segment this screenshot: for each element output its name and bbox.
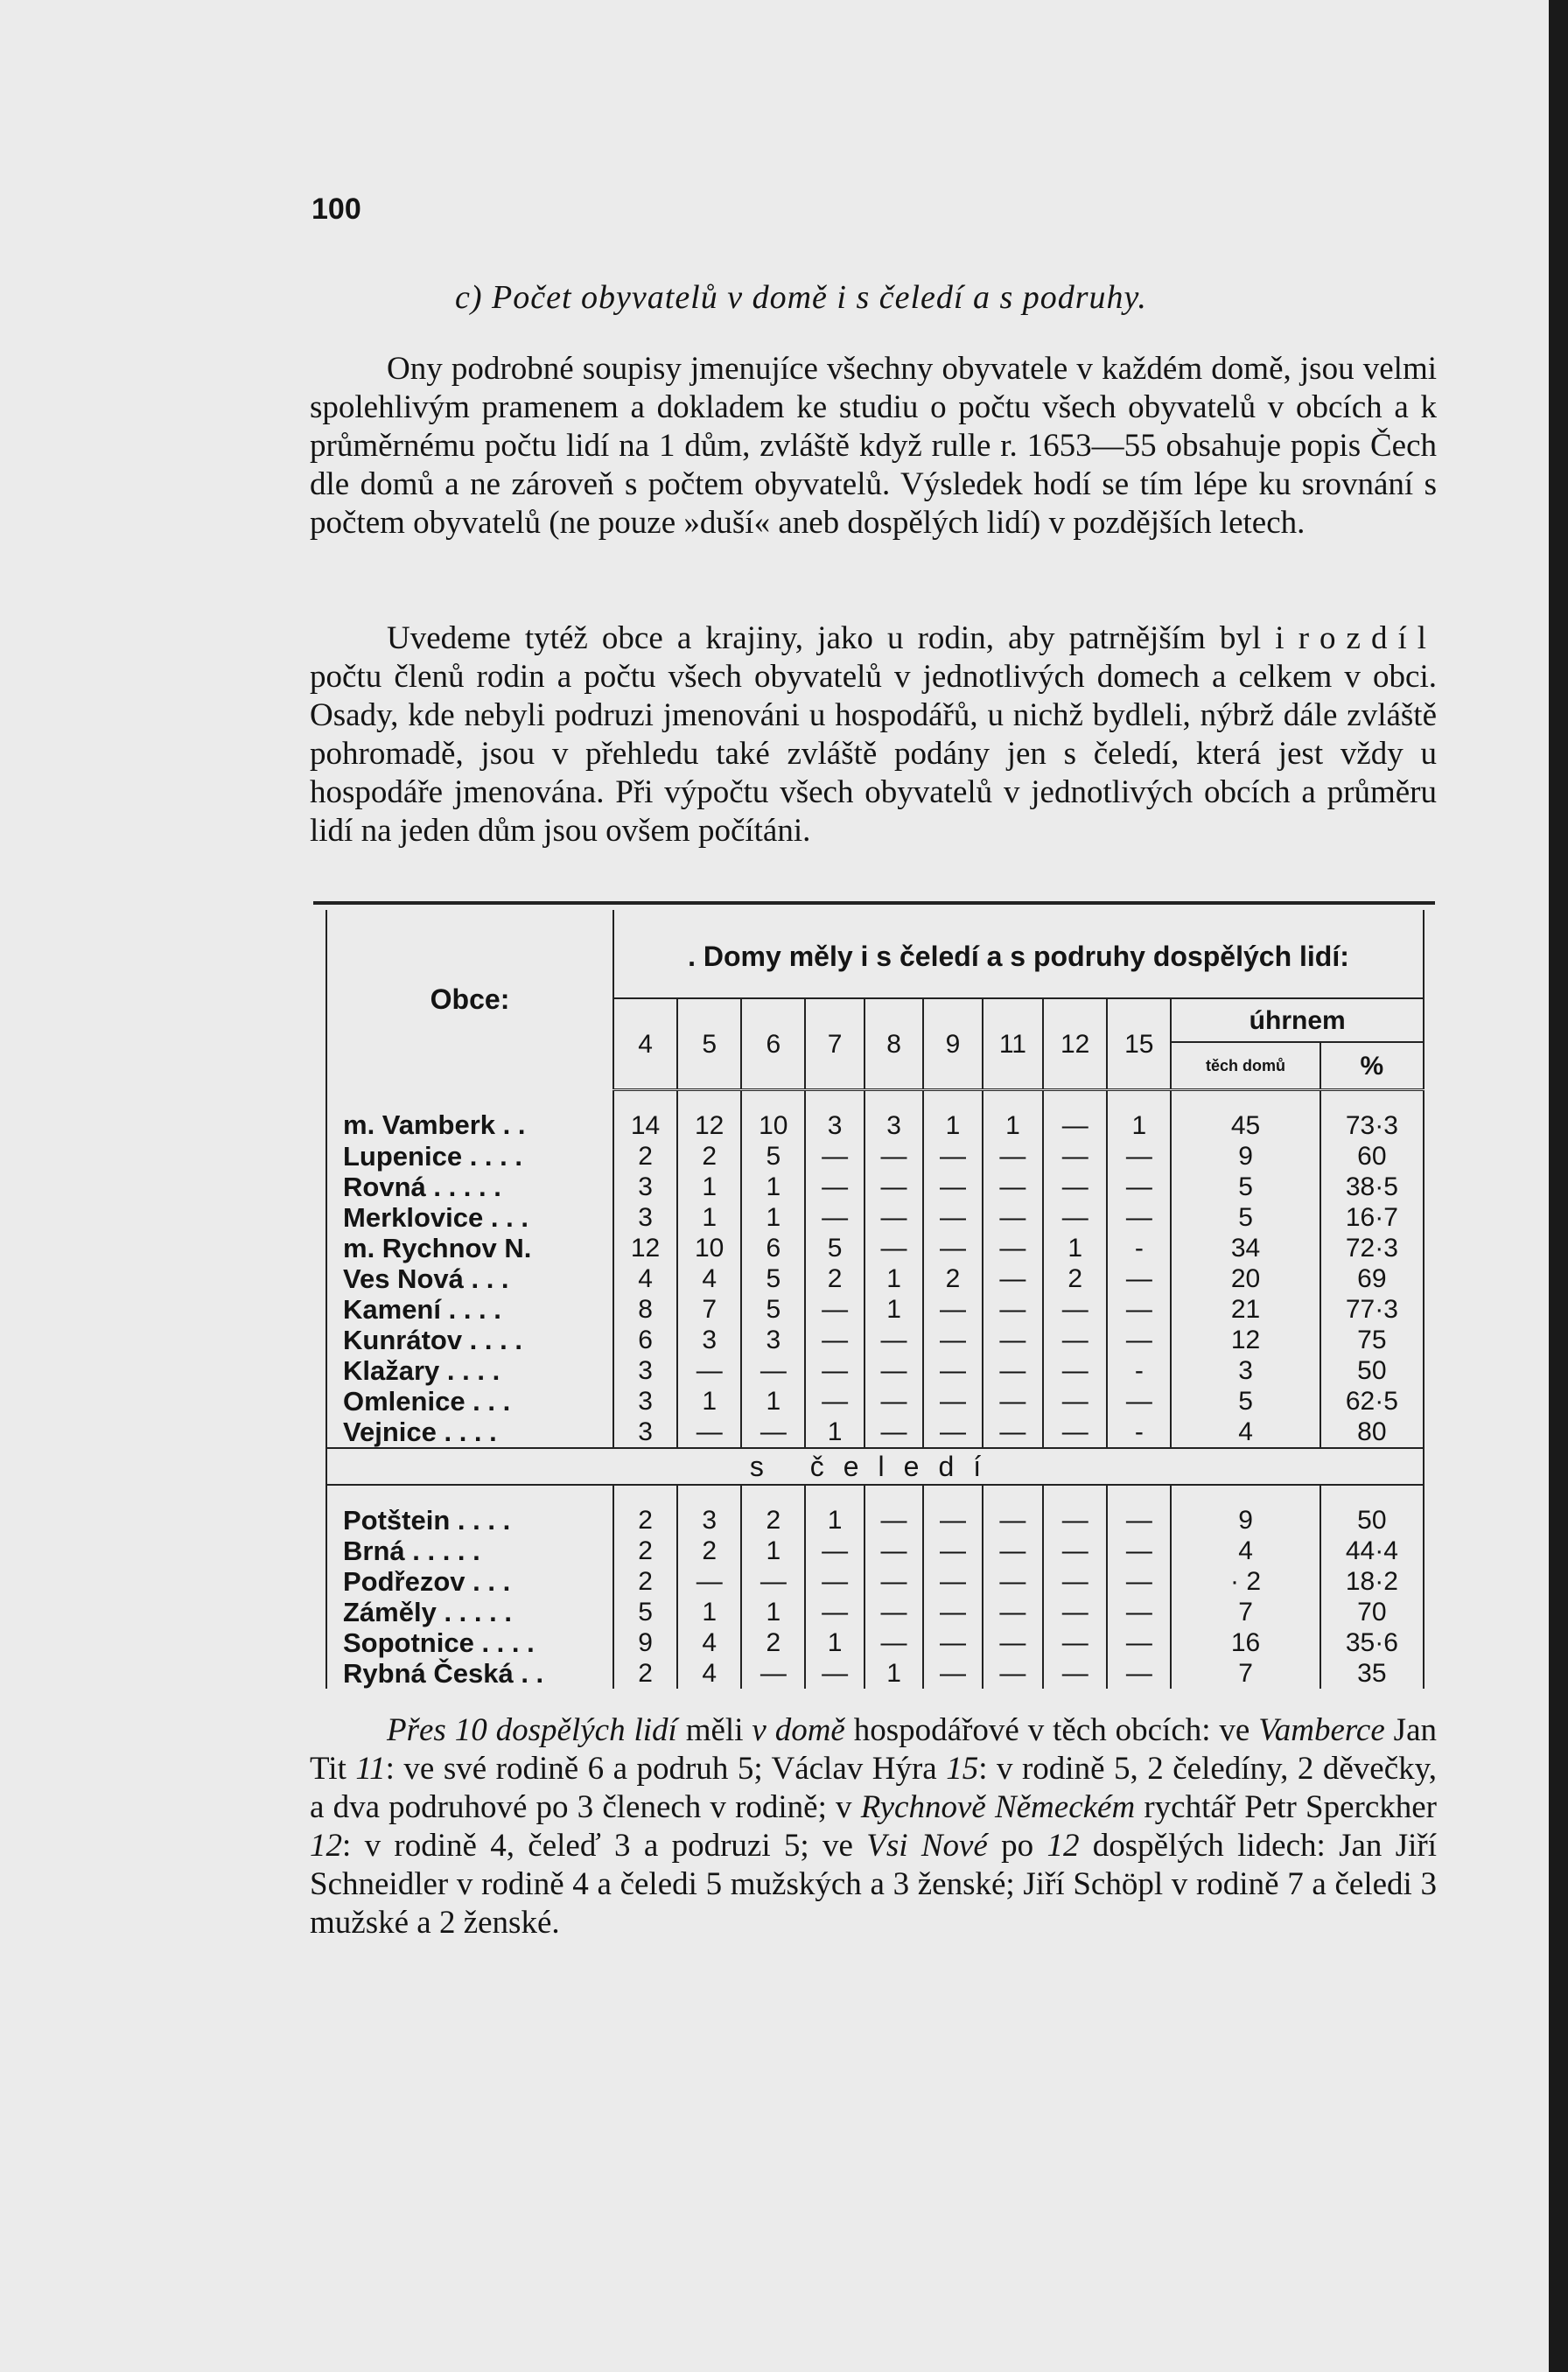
cell-count: — bbox=[805, 1325, 864, 1355]
cell-count: 2 bbox=[1043, 1263, 1107, 1294]
cell-domu: · 2 bbox=[1171, 1566, 1320, 1597]
cell-count: 3 bbox=[613, 1417, 677, 1448]
cell-count: — bbox=[864, 1485, 923, 1536]
cell-count: — bbox=[983, 1597, 1043, 1627]
obec-name: Rovná . . . . . bbox=[326, 1172, 613, 1202]
cell-count: 2 bbox=[613, 1536, 677, 1566]
cell-percent: 75 bbox=[1320, 1325, 1424, 1355]
cell-count: 12 bbox=[677, 1090, 741, 1142]
cell-count: — bbox=[923, 1658, 982, 1689]
cell-count: 1 bbox=[805, 1485, 864, 1536]
cell-count: 1 bbox=[741, 1597, 805, 1627]
table-row bbox=[326, 1658, 1424, 1689]
obec-name: Kamení . . . . bbox=[326, 1294, 613, 1325]
cell-count: 2 bbox=[741, 1485, 805, 1536]
table-row bbox=[326, 1536, 1424, 1566]
cell-count: — bbox=[983, 1355, 1043, 1386]
cell-count: 1 bbox=[983, 1090, 1043, 1142]
cell-count: — bbox=[805, 1566, 864, 1597]
section-label-s-celedi: s čeledí bbox=[326, 1448, 1424, 1485]
cell-count: — bbox=[1043, 1141, 1107, 1172]
census-table-body bbox=[326, 1090, 1424, 1690]
cell-domu: 9 bbox=[1171, 1485, 1320, 1536]
cell-count: — bbox=[983, 1233, 1043, 1263]
cell-count: — bbox=[864, 1325, 923, 1355]
cell-count: - bbox=[1107, 1417, 1171, 1448]
obec-name: Sopotnice . . . . bbox=[326, 1627, 613, 1658]
cell-count: — bbox=[864, 1233, 923, 1263]
italic-run: 11 bbox=[355, 1751, 386, 1787]
cell-count: — bbox=[1043, 1485, 1107, 1536]
cell-percent: 70 bbox=[1320, 1597, 1424, 1627]
obec-name: Podřezov . . . bbox=[326, 1566, 613, 1597]
table-row bbox=[326, 1202, 1424, 1233]
obec-name: Klažary . . . . bbox=[326, 1355, 613, 1386]
cell-count: — bbox=[983, 1263, 1043, 1294]
cell-count: 2 bbox=[923, 1263, 982, 1294]
cell-domu: 5 bbox=[1171, 1202, 1320, 1233]
cell-count: 1 bbox=[741, 1536, 805, 1566]
cell-domu: 20 bbox=[1171, 1263, 1320, 1294]
cell-count: — bbox=[805, 1386, 864, 1417]
cell-count: — bbox=[1107, 1597, 1171, 1627]
cell-count: 1 bbox=[805, 1417, 864, 1448]
cell-count: — bbox=[1107, 1172, 1171, 1202]
table-row bbox=[326, 1141, 1424, 1172]
table-row bbox=[326, 1172, 1424, 1202]
cell-count: 4 bbox=[677, 1263, 741, 1294]
cell-count: 2 bbox=[613, 1658, 677, 1689]
cell-count: — bbox=[983, 1294, 1043, 1325]
cell-count: 3 bbox=[613, 1355, 677, 1386]
table-row bbox=[326, 1485, 1424, 1536]
cell-count: — bbox=[1107, 1658, 1171, 1689]
cell-percent: 16·7 bbox=[1320, 1202, 1424, 1233]
italic-run: 12 bbox=[310, 1828, 342, 1864]
cell-count: — bbox=[1043, 1536, 1107, 1566]
cell-count: — bbox=[677, 1417, 741, 1448]
cell-count: — bbox=[864, 1597, 923, 1627]
italic-run: Rychnově Německém bbox=[860, 1789, 1136, 1825]
cell-domu: 4 bbox=[1171, 1536, 1320, 1566]
cell-count: — bbox=[923, 1233, 982, 1263]
cell-count: 1 bbox=[805, 1627, 864, 1658]
cell-count: — bbox=[1043, 1658, 1107, 1689]
cell-count: 4 bbox=[677, 1627, 741, 1658]
obec-name: Potštein . . . . bbox=[326, 1485, 613, 1536]
cell-count: 3 bbox=[864, 1090, 923, 1142]
cell-count: 3 bbox=[741, 1325, 805, 1355]
paragraph-method-start: Uvedeme tytéž obce a krajiny, jako u rodin, aby patrnějším byl i bbox=[387, 620, 1284, 656]
cell-count: — bbox=[805, 1536, 864, 1566]
cell-count: 3 bbox=[677, 1485, 741, 1536]
cell-count: — bbox=[864, 1417, 923, 1448]
cell-count: 1 bbox=[864, 1263, 923, 1294]
cell-count: 7 bbox=[677, 1294, 741, 1325]
cell-count: — bbox=[1043, 1325, 1107, 1355]
cell-percent: 18·2 bbox=[1320, 1566, 1424, 1597]
obec-name: Merklovice . . . bbox=[326, 1202, 613, 1233]
cell-domu: 12 bbox=[1171, 1325, 1320, 1355]
cell-count: — bbox=[805, 1294, 864, 1325]
obec-name: m. Rychnov N. bbox=[326, 1233, 613, 1263]
table-row bbox=[326, 1233, 1424, 1263]
cell-percent: 69 bbox=[1320, 1263, 1424, 1294]
cell-count: — bbox=[1107, 1485, 1171, 1536]
cell-count: 2 bbox=[805, 1263, 864, 1294]
cell-count: — bbox=[1043, 1566, 1107, 1597]
paragraph-method-end: počtu členů rodin a počtu všech obyvatelů v jednotlivých domech a celkem v obci. Osady, kde nebyli podruzi jmenováni u hospodářů, u nichž bydleli, nýbrž dále zvláště pohromadě, jsou v přehledu také zvláště podány jen s čeledí, která jest vždy u hospodáře jmenována. Při výpočtu všech obyvatelů v jednotlivých obcích a průměru lidí na jeden dům jsou ovšem počítáni. bbox=[310, 659, 1437, 849]
cell-count: — bbox=[1043, 1417, 1107, 1448]
cell-count: — bbox=[1107, 1294, 1171, 1325]
cell-count: 1 bbox=[677, 1202, 741, 1233]
page-number: 100 bbox=[312, 192, 361, 226]
cell-count: 1 bbox=[864, 1294, 923, 1325]
cell-count: — bbox=[864, 1386, 923, 1417]
paragraph-intro: Ony podrobné soupisy jmenujíce všechny obyvatele v každém domě, jsou velmi spolehlivým pramenem a dokladem ke studiu o počtu všech obyvatelů v obcích a k průměrnému počtu lidí na 1 dům, zvláště když rulle r. 1653—55 obsahuje popis Čech dle domů a ne zároveň s počtem obyvatelů. Výsledek hodí se tím lépe ku srovnání s počtem obyvatelů (ne pouze »duší« aneb dospělých lidí) v pozdějších letech. bbox=[310, 351, 1437, 541]
cell-count: 5 bbox=[613, 1597, 677, 1627]
paragraph-method bbox=[310, 619, 1437, 850]
cell-count: — bbox=[983, 1536, 1043, 1566]
cell-count: — bbox=[923, 1386, 982, 1417]
cell-count: — bbox=[741, 1355, 805, 1386]
italic-run: 15 bbox=[946, 1751, 979, 1787]
cell-count: — bbox=[864, 1566, 923, 1597]
italic-run: Přes 10 dospělých lidí bbox=[387, 1712, 677, 1748]
cell-count: 10 bbox=[741, 1090, 805, 1142]
text-run: měli bbox=[676, 1712, 752, 1748]
cell-count: — bbox=[983, 1141, 1043, 1172]
header-col-8: 8 bbox=[864, 998, 923, 1090]
italic-run: 12 bbox=[1046, 1828, 1080, 1864]
text-run: po bbox=[987, 1828, 1047, 1864]
cell-domu: 5 bbox=[1171, 1172, 1320, 1202]
cell-count: — bbox=[805, 1141, 864, 1172]
cell-count: 3 bbox=[613, 1202, 677, 1233]
table-row bbox=[326, 1566, 1424, 1597]
cell-count: 6 bbox=[741, 1233, 805, 1263]
obec-name: Brná . . . . . bbox=[326, 1536, 613, 1566]
cell-count: — bbox=[1107, 1141, 1171, 1172]
cell-count: 14 bbox=[613, 1090, 677, 1142]
cell-count: 1 bbox=[677, 1597, 741, 1627]
italic-run: v domě bbox=[752, 1712, 845, 1748]
header-percent: % bbox=[1320, 1042, 1424, 1090]
cell-count: 3 bbox=[613, 1386, 677, 1417]
header-tech-domu: těch domů bbox=[1171, 1042, 1320, 1090]
obec-name: Rybná Česká . . bbox=[326, 1658, 613, 1689]
cell-percent: 77·3 bbox=[1320, 1294, 1424, 1325]
cell-count: — bbox=[923, 1485, 982, 1536]
header-obce: Obce: bbox=[326, 910, 613, 1090]
cell-count: — bbox=[1107, 1263, 1171, 1294]
cell-count: 5 bbox=[741, 1141, 805, 1172]
cell-count: — bbox=[923, 1566, 982, 1597]
cell-count: 2 bbox=[741, 1627, 805, 1658]
cell-count: 2 bbox=[677, 1141, 741, 1172]
cell-count: — bbox=[1107, 1566, 1171, 1597]
cell-percent: 60 bbox=[1320, 1141, 1424, 1172]
cell-domu: 9 bbox=[1171, 1141, 1320, 1172]
cell-count: — bbox=[677, 1355, 741, 1386]
cell-count: 2 bbox=[677, 1536, 741, 1566]
table-row bbox=[326, 1417, 1424, 1448]
cell-count: — bbox=[864, 1355, 923, 1386]
cell-count: — bbox=[923, 1325, 982, 1355]
section-heading: c) Počet obyvatelů v domě i s čeledí a s podruhy. bbox=[455, 279, 1147, 316]
cell-count: — bbox=[1107, 1536, 1171, 1566]
cell-count: — bbox=[1043, 1597, 1107, 1627]
cell-count: — bbox=[1043, 1172, 1107, 1202]
cell-count: 5 bbox=[741, 1294, 805, 1325]
cell-domu: 7 bbox=[1171, 1658, 1320, 1689]
italic-run: Vamberce bbox=[1258, 1712, 1385, 1748]
cell-count: — bbox=[1043, 1202, 1107, 1233]
cell-percent: 80 bbox=[1320, 1417, 1424, 1448]
table-row bbox=[326, 1597, 1424, 1627]
cell-domu: 3 bbox=[1171, 1355, 1320, 1386]
cell-count: — bbox=[741, 1566, 805, 1597]
cell-count: - bbox=[1107, 1233, 1171, 1263]
cell-count: — bbox=[923, 1417, 982, 1448]
header-col-6: 6 bbox=[741, 998, 805, 1090]
cell-domu: 5 bbox=[1171, 1386, 1320, 1417]
cell-count: — bbox=[1107, 1386, 1171, 1417]
cell-count: — bbox=[1043, 1627, 1107, 1658]
text-run: hospodářové v těch obcích: ve bbox=[844, 1712, 1259, 1748]
obec-name: Omlenice . . . bbox=[326, 1386, 613, 1417]
text-run: rychtář Petr Sperckher bbox=[1135, 1789, 1437, 1825]
table-row bbox=[326, 1263, 1424, 1294]
cell-count: — bbox=[805, 1658, 864, 1689]
cell-percent: 73·3 bbox=[1320, 1090, 1424, 1142]
cell-count: 1 bbox=[1043, 1233, 1107, 1263]
obec-name: Záměly . . . . . bbox=[326, 1597, 613, 1627]
cell-count: 8 bbox=[613, 1294, 677, 1325]
cell-count: — bbox=[864, 1172, 923, 1202]
table-top-rule bbox=[313, 901, 1435, 905]
cell-count: — bbox=[1043, 1294, 1107, 1325]
header-col-11: 11 bbox=[983, 998, 1043, 1090]
cell-count: — bbox=[983, 1485, 1043, 1536]
cell-count: 1 bbox=[677, 1386, 741, 1417]
cell-domu: 4 bbox=[1171, 1417, 1320, 1448]
cell-count: — bbox=[864, 1627, 923, 1658]
cell-percent: 50 bbox=[1320, 1485, 1424, 1536]
text-run: Jan Tit bbox=[310, 1712, 1437, 1787]
cell-count: 3 bbox=[677, 1325, 741, 1355]
obec-name: Lupenice . . . . bbox=[326, 1141, 613, 1172]
cell-count: 10 bbox=[677, 1233, 741, 1263]
cell-count: 6 bbox=[613, 1325, 677, 1355]
cell-count: — bbox=[983, 1172, 1043, 1202]
cell-count: 5 bbox=[741, 1263, 805, 1294]
cell-count: — bbox=[1107, 1325, 1171, 1355]
cell-count: 2 bbox=[613, 1141, 677, 1172]
cell-count: — bbox=[805, 1202, 864, 1233]
cell-domu: 21 bbox=[1171, 1294, 1320, 1325]
cell-count: 3 bbox=[805, 1090, 864, 1142]
cell-count: — bbox=[983, 1566, 1043, 1597]
cell-count: — bbox=[1107, 1627, 1171, 1658]
italic-run: Vsi Nové bbox=[866, 1828, 988, 1864]
section-separator-row bbox=[326, 1448, 1424, 1485]
header-col-15: 15 bbox=[1107, 998, 1171, 1090]
cell-count: — bbox=[741, 1417, 805, 1448]
cell-count: 4 bbox=[677, 1658, 741, 1689]
cell-domu: 7 bbox=[1171, 1597, 1320, 1627]
cell-count: — bbox=[923, 1355, 982, 1386]
cell-count: 5 bbox=[805, 1233, 864, 1263]
cell-count: — bbox=[1107, 1202, 1171, 1233]
text-run: : ve své rodině 6 a podruh 5; Václav Hýra bbox=[385, 1751, 947, 1787]
cell-count: — bbox=[805, 1172, 864, 1202]
table-row bbox=[326, 1386, 1424, 1417]
cell-count: — bbox=[983, 1202, 1043, 1233]
text-run: dospělých lidech: Jan Jiří Schneidler v rodině 4 a čeledi 5 mužských a 3 ženské; Jiří Schöpl v rodině 7 a čeledi 3 mužské a 2 ženské. bbox=[310, 1828, 1438, 1941]
cell-count: — bbox=[983, 1658, 1043, 1689]
header-main: . Domy měly i s čeledí a s podruhy dospělých lidí: bbox=[613, 910, 1424, 998]
cell-count: — bbox=[923, 1202, 982, 1233]
table-row bbox=[326, 1627, 1424, 1658]
cell-count: — bbox=[983, 1325, 1043, 1355]
cell-percent: 50 bbox=[1320, 1355, 1424, 1386]
cell-count: 1 bbox=[677, 1172, 741, 1202]
cell-count: 1 bbox=[1107, 1090, 1171, 1142]
header-col-9: 9 bbox=[923, 998, 982, 1090]
table-row bbox=[326, 1325, 1424, 1355]
cell-count: — bbox=[864, 1202, 923, 1233]
cell-count: — bbox=[923, 1597, 982, 1627]
cell-count: — bbox=[1043, 1386, 1107, 1417]
paragraph-examples bbox=[310, 1711, 1437, 1942]
cell-count: — bbox=[923, 1141, 982, 1172]
census-table bbox=[326, 910, 1424, 1689]
cell-count: 4 bbox=[613, 1263, 677, 1294]
cell-count: — bbox=[1043, 1090, 1107, 1142]
cell-count: — bbox=[864, 1536, 923, 1566]
cell-percent: 62·5 bbox=[1320, 1386, 1424, 1417]
text-run: : v rodině 5, 2 čeledíny, 2 děvečky, a dva podruhové po 3 členech v rodině; v bbox=[310, 1751, 1437, 1825]
text-run: : v rodině 4, čeleď 3 a podruzi 5; ve bbox=[342, 1828, 867, 1864]
cell-count: 1 bbox=[741, 1202, 805, 1233]
obec-name: m. Vamberk . . bbox=[326, 1090, 613, 1142]
cell-count: — bbox=[983, 1386, 1043, 1417]
cell-count: 1 bbox=[864, 1658, 923, 1689]
header-col-5: 5 bbox=[677, 998, 741, 1090]
cell-count: 9 bbox=[613, 1627, 677, 1658]
cell-count: 12 bbox=[613, 1233, 677, 1263]
obec-name: Vejnice . . . . bbox=[326, 1417, 613, 1448]
header-col-4: 4 bbox=[613, 998, 677, 1090]
cell-count: 1 bbox=[741, 1172, 805, 1202]
cell-count: — bbox=[741, 1658, 805, 1689]
header-col-12: 12 bbox=[1043, 998, 1107, 1090]
cell-percent: 35·6 bbox=[1320, 1627, 1424, 1658]
cell-count: — bbox=[923, 1294, 982, 1325]
cell-count: — bbox=[1043, 1355, 1107, 1386]
cell-percent: 35 bbox=[1320, 1658, 1424, 1689]
cell-domu: 34 bbox=[1171, 1233, 1320, 1263]
table-row bbox=[326, 1294, 1424, 1325]
cell-count: — bbox=[864, 1141, 923, 1172]
cell-domu: 45 bbox=[1171, 1090, 1320, 1142]
header-col-7: 7 bbox=[805, 998, 864, 1090]
emphasis-rozdil: rozdíl bbox=[1298, 620, 1438, 656]
cell-count: — bbox=[923, 1627, 982, 1658]
cell-count: 3 bbox=[613, 1172, 677, 1202]
cell-count: 2 bbox=[613, 1485, 677, 1536]
cell-count: — bbox=[677, 1566, 741, 1597]
cell-count: 1 bbox=[923, 1090, 982, 1142]
cell-percent: 44·4 bbox=[1320, 1536, 1424, 1566]
cell-count: 2 bbox=[613, 1566, 677, 1597]
table-row bbox=[326, 1355, 1424, 1386]
cell-domu: 16 bbox=[1171, 1627, 1320, 1658]
obec-name: Ves Nová . . . bbox=[326, 1263, 613, 1294]
cell-count: — bbox=[923, 1536, 982, 1566]
cell-count: — bbox=[923, 1172, 982, 1202]
cell-count: — bbox=[983, 1417, 1043, 1448]
cell-count: 1 bbox=[741, 1386, 805, 1417]
cell-count: — bbox=[805, 1355, 864, 1386]
cell-count: — bbox=[805, 1597, 864, 1627]
obec-name: Kunrátov . . . . bbox=[326, 1325, 613, 1355]
header-uhrnem: úhrnem bbox=[1171, 998, 1424, 1042]
cell-count: - bbox=[1107, 1355, 1171, 1386]
table-row bbox=[326, 1090, 1424, 1142]
cell-percent: 72·3 bbox=[1320, 1233, 1424, 1263]
cell-percent: 38·5 bbox=[1320, 1172, 1424, 1202]
cell-count: — bbox=[983, 1627, 1043, 1658]
